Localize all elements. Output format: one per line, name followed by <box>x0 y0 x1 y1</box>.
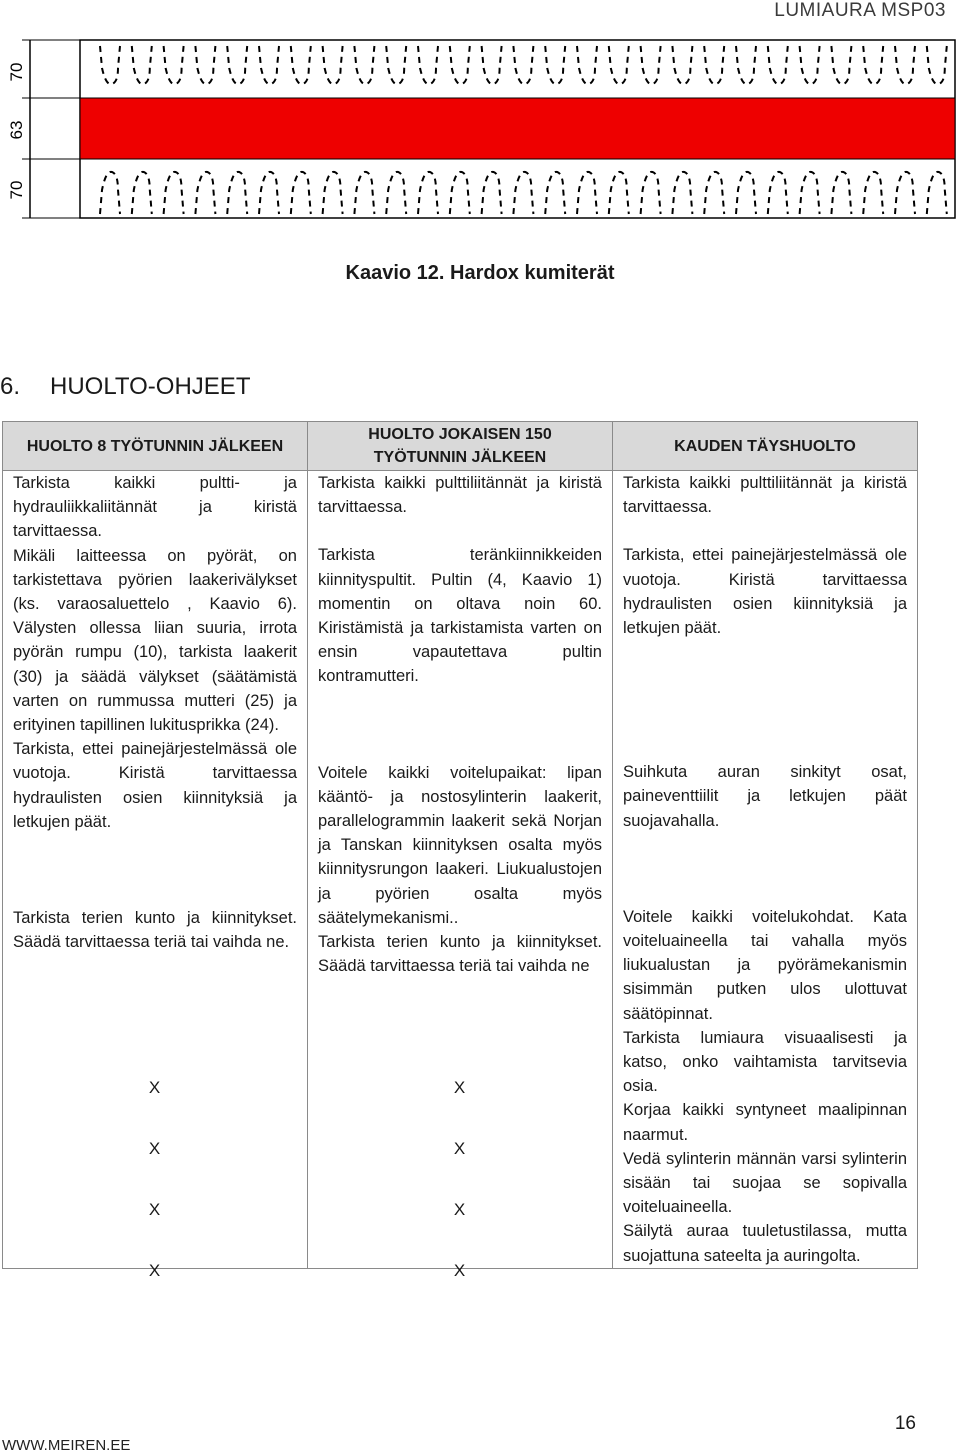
rubber-slot <box>545 172 565 214</box>
rubber-slot <box>800 172 820 214</box>
rubber-slot <box>418 46 438 84</box>
rubber-slot <box>927 172 947 214</box>
x-mark: X <box>148 1139 161 1158</box>
rubber-slot <box>609 172 629 214</box>
task-text: Suihkuta auran sinkityt osat, paineventtiilit ja letkujen päät suojavahalla. <box>623 763 907 830</box>
rubber-slot <box>577 172 597 214</box>
rubber-slot <box>831 172 851 214</box>
rubber-slot <box>768 46 788 84</box>
rubber-slot <box>895 172 915 214</box>
rubber-slot <box>418 172 438 214</box>
rubber-slot <box>800 46 820 84</box>
rubber-slot <box>354 172 374 214</box>
cell-season-tasks <box>613 471 918 1269</box>
task-text: Tarkista, ettei painejärjestelmässä ole vuotoja. Kiristä tarvittaessa hydraulisten osien kiinnityksiä ja letkujen päät. <box>13 740 297 831</box>
task-text: Voitele kaikki voitelukohdat. Kata voiteluaineella tai vahalla myös liukualustan ja pyörämekanismin sisimmän putken ulos ulottuvat säätöpinnat. <box>623 907 907 1023</box>
rubber-slot <box>482 46 502 84</box>
rubber-slot <box>863 46 883 84</box>
rubber-slot <box>704 172 724 214</box>
task-text: Tarkista kaikki pultti- ja hydrauliikkaliitännät ja kiristä tarvittaessa. <box>13 474 297 541</box>
rubber-slot <box>164 46 184 84</box>
rubber-slot <box>132 172 152 214</box>
rubber-slot <box>386 46 406 84</box>
x-mark: X <box>453 1078 466 1097</box>
section-number: 6. <box>0 373 21 400</box>
rubber-slots-top <box>100 46 947 84</box>
task-text: Vedä sylinterin männän varsi sylinterin sisään tai suojaa se sopivalla voiteluaineella. <box>623 1149 907 1217</box>
task-text: Tarkista lumiaura visuaalisesti ja katso, onko vaihtamista tarvitsevia osia. <box>623 1028 907 1096</box>
rubber-slots-bottom <box>100 172 947 214</box>
task-text: Tarkista, ettei painejärjestelmässä ole vuotoja. Kiristä tarvittaessa hydraulisten osien kiinnityksiä ja letkujen päät. <box>623 546 907 638</box>
x-mark: X <box>453 1139 466 1158</box>
rubber-slot <box>323 172 343 214</box>
hardox-steel-band <box>80 98 955 159</box>
rubber-slot <box>513 172 533 214</box>
rubber-slot <box>672 46 692 84</box>
task-text: Korjaa kaikki syntyneet maalipinnan naarmut. <box>623 1101 907 1144</box>
rubber-slot <box>100 46 120 84</box>
rubber-slot <box>609 46 629 84</box>
rubber-slot <box>863 172 883 214</box>
rubber-slot <box>195 172 215 214</box>
dimension-label-bottom: 70 <box>7 180 26 200</box>
hardox-blade-diagram <box>0 30 960 230</box>
rubber-slot <box>831 46 851 84</box>
rubber-slot <box>482 172 502 214</box>
x-marks-col1 <box>2 1057 307 1301</box>
task-text: Tarkista kaikki pulttiliitännät ja kiristä tarvittaessa. <box>623 474 907 517</box>
rubber-slot <box>164 172 184 214</box>
rubber-slot <box>545 46 565 84</box>
section-title: HUOLTO-OHJEET <box>50 373 251 400</box>
header-season-service: KAUDEN TÄYSHUOLTO <box>613 422 918 471</box>
rubber-slot <box>227 172 247 214</box>
rubber-slot <box>259 46 279 84</box>
rubber-slot <box>577 46 597 84</box>
task-text: Tarkista terien kunto ja kiinnitykset. Säädä tarvittaessa teriä tai vaihda ne <box>318 933 602 976</box>
rubber-slot <box>291 46 311 84</box>
dimension-label-top: 70 <box>7 62 26 82</box>
header-150-hours: HUOLTO JOKAISEN 150 TYÖTUNNIN JÄLKEEN <box>308 422 613 471</box>
rubber-slot <box>354 46 374 84</box>
x-mark: X <box>148 1261 161 1280</box>
rubber-slot <box>895 46 915 84</box>
rubber-slot <box>927 46 947 84</box>
rubber-slot <box>768 172 788 214</box>
rubber-slot <box>736 172 756 214</box>
task-text: Säilytä auraa tuuletustilassa, mutta suojattuna sateelta ja auringolta. <box>623 1222 907 1265</box>
rubber-slot <box>736 46 756 84</box>
document-header-title: LUMIAURA MSP03 <box>774 0 946 21</box>
page-number: 16 <box>894 1413 916 1434</box>
rubber-slot <box>450 172 470 214</box>
header-8-hours: HUOLTO 8 TYÖTUNNIN JÄLKEEN <box>3 422 308 471</box>
rubber-slot <box>259 172 279 214</box>
x-marks-col2 <box>307 1057 612 1301</box>
table-header-row <box>3 422 918 471</box>
rubber-slot <box>386 172 406 214</box>
rubber-slot <box>641 172 661 214</box>
footer-website: WWW.MEIREN.EE <box>2 1437 131 1454</box>
x-mark: X <box>148 1078 161 1097</box>
diagram-caption: Kaavio 12. Hardox kumiterät <box>345 262 615 284</box>
rubber-slot <box>132 46 152 84</box>
section-heading <box>0 373 250 401</box>
rubber-slot <box>704 46 724 84</box>
rubber-slot <box>195 46 215 84</box>
task-text: Tarkista teränkiinnikkeiden kiinnityspultit. Pultin (4, Kaavio 1) momentin on oltava noin 60. Kiristämistä ja tarkistamista varten on ensin vapautettava pultin kontramutteri. <box>318 546 602 686</box>
rubber-slot <box>513 46 533 84</box>
x-mark: X <box>453 1261 466 1280</box>
x-mark: X <box>453 1200 466 1219</box>
task-text: Tarkista terien kunto ja kiinnitykset. Säädä tarvittaessa teriä tai vaihda ne. <box>13 909 297 952</box>
x-mark: X <box>148 1200 161 1219</box>
rubber-slot <box>672 172 692 214</box>
rubber-slot <box>450 46 470 84</box>
dimension-label-middle: 63 <box>7 120 26 140</box>
rubber-slot <box>323 46 343 84</box>
rubber-slot <box>100 172 120 214</box>
task-text: Voitele kaikki voitelupaikat: lipan kääntö- ja nostosylinterin laakerit, parallelogrammin laakerit sekä Norjan ja Tanskan kiinnityksen osalta myös kiinnitysrungon laakeri. Liukualustojen ja pyörien osalta myös säätelymekanismi.. <box>318 763 602 927</box>
rubber-slot <box>291 172 311 214</box>
rubber-slot <box>227 46 247 84</box>
rubber-slot <box>641 46 661 84</box>
task-text: Mikäli laitteessa on pyörät, on tarkistettava pyörien laakerivälykset (ks. varaosaluettelo , Kaavio 6). Välysten ollessa liian suuria, irrota pyörän rumpu (10), tarkista laakerit (30) ja säädä välykset (säätämistä varten on rummussa mutteri (25) ja erityinen tapillinen lukitusprikka (24). <box>13 546 297 735</box>
task-text: Tarkista kaikki pulttiliitännät ja kiristä tarvittaessa. <box>318 474 602 517</box>
